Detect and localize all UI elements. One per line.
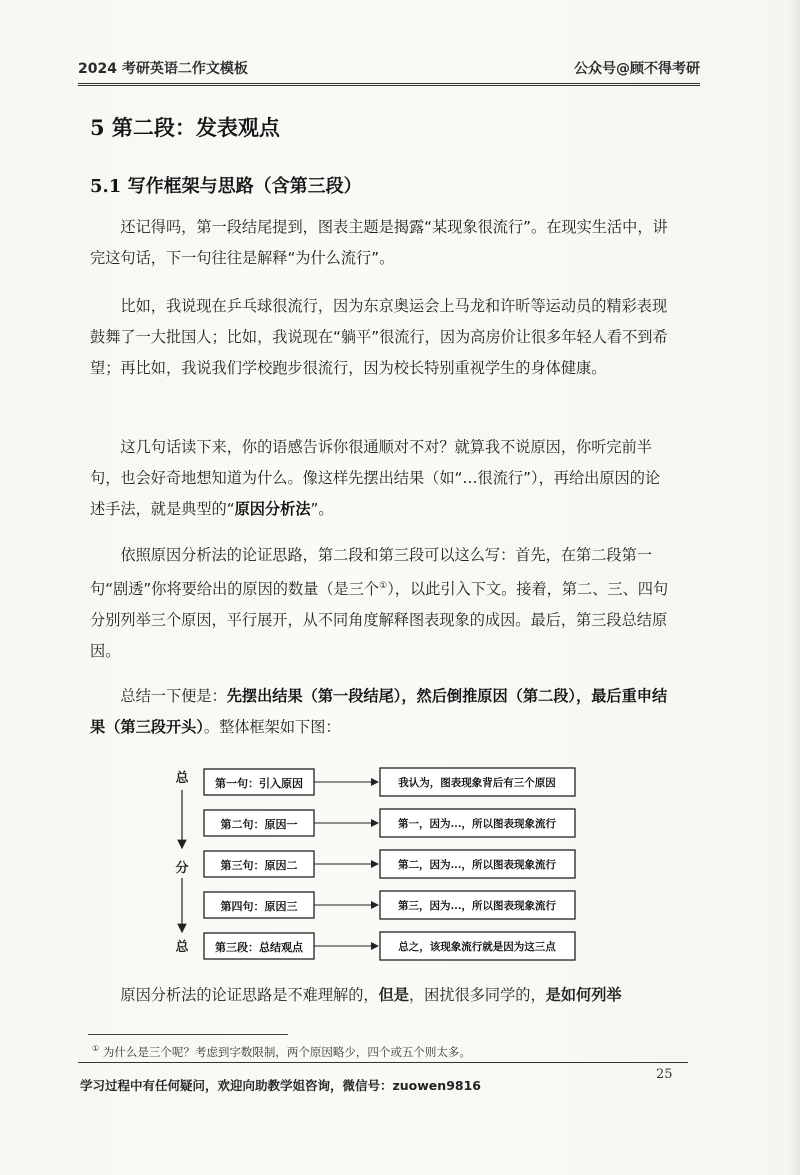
footnote-text: 为什么是三个呢？考虑到字数限制，两个原因略少，四个或五个则太多。 [102,1045,471,1059]
paragraph-4-text-a: 依照原因分析法的论证思路，第二段和第三段可以这么写：首先，在第二段第一句“剧透”你将要给出的原因的数量（是三个 [90,546,652,599]
left-box-4-label: 第四句：原因三 [220,900,298,913]
paragraph-2 [90,291,670,384]
subsection-title: 5.1 写作框架与思路（含第三段） [90,176,362,197]
right-box-4-label: 第三，因为...，所以图表现象流行 [398,900,556,912]
paragraph-5-text-b: 。整体框架如下图： [203,718,341,736]
footnote [92,1044,471,1060]
right-box-3-label: 第二，因为...，所以图表现象流行 [398,859,556,871]
paragraph-5-text-a: 总结一下便是： [120,687,227,705]
paragraph-4-text-b: ），以此引入下文。接着，第二、三、四句分别列举三个原因，平行展开，从不同角度解释图表现象的成因。最后，第三段总结原因。 [90,580,669,661]
paragraph-1-text: 还记得吗，第一段结尾提到，图表主题是揭露“某现象很流行”。在现实生活中，讲完这句话，下一句往往是解释“为什么流行”。 [90,218,668,267]
paragraph-1 [90,212,670,274]
diagram-row-5 [204,932,575,960]
paragraph-6 [90,980,690,1011]
footnote-marker: ① [92,1044,100,1054]
side-label-top: 总 [175,771,189,786]
right-box-2-label: 第一，因为...，所以图表现象流行 [398,818,556,830]
side-label-bottom: 总 [175,940,189,955]
paragraph-5-bold: 先摆出结果（第一段结尾），然后倒推原因（第二段），最后重申结果（第三段开头） [90,687,668,736]
paragraph-3-text-b: ”。 [310,500,334,518]
left-box-5-label: 第三段：总结观点 [215,941,303,954]
paragraph-3-text-a: 这几句话读下来，你的语感告诉你很通顺对不对？就算我不说原因，你听完前半句，也会好奇地想知道为什么。像这样先摆出结果（如“…很流行”），再给出原因的论述手法，就是典型的“ [90,438,661,518]
footnote-ref[interactable]: ① [379,581,388,591]
footnote-divider [88,1034,288,1035]
header-right-account: 公众号@顾不得考研 [574,61,700,77]
diagram-row-1 [204,768,575,796]
side-label-middle: 分 [175,861,189,876]
paragraph-6-text-b: ，困扰很多同学的， [408,986,546,1004]
left-box-2-label: 第二句：原因一 [220,818,298,831]
left-box-1-label: 第一句：引入原因 [215,777,303,790]
diagram-row-3 [204,850,575,878]
contact-line: 学习过程中有任何疑问，欢迎向助教学姐咨询，微信号：zuowen9816 [80,1078,481,1093]
footer-divider [78,1062,688,1063]
framework-diagram-svg [160,760,590,965]
right-box-5-label: 总之，该现象流行就是因为这三点 [398,941,556,953]
page-number: 25 [656,1067,673,1082]
right-box-1-label: 我认为，图表现象背后有三个原因 [398,777,556,789]
paragraph-6-bold-1: 但是 [378,986,409,1004]
paragraph-3-bold: 原因分析法 [234,500,311,518]
header-left-title: 2024 考研英语二作文模板 [78,61,248,77]
diagram-row-2 [204,809,575,837]
paragraph-2-text: 比如，我说现在乒乓球很流行，因为东京奥运会上马龙和许昕等运动员的精彩表现鼓舞了一大批国人；比如，我说现在“躺平”很流行，因为高房价让很多年轻人看不到希望；再比如，我说我们学校跑步很流行，因为校长特别重视学生的身体健康。 [90,297,668,377]
paragraph-6-text-a: 原因分析法的论证思路是不难理解的， [120,986,379,1004]
running-header [78,58,700,86]
diagram-row-4 [204,891,575,919]
page-edge-shadow [788,0,800,1175]
paragraph-5 [90,681,670,743]
paragraph-6-bold-2: 是如何列举 [545,986,622,1004]
left-box-3-label: 第三句：原因二 [220,859,298,872]
paragraph-3 [90,432,670,525]
framework-diagram [160,760,590,965]
section-title: 5 第二段：发表观点 [90,115,280,140]
paragraph-4 [90,540,670,667]
